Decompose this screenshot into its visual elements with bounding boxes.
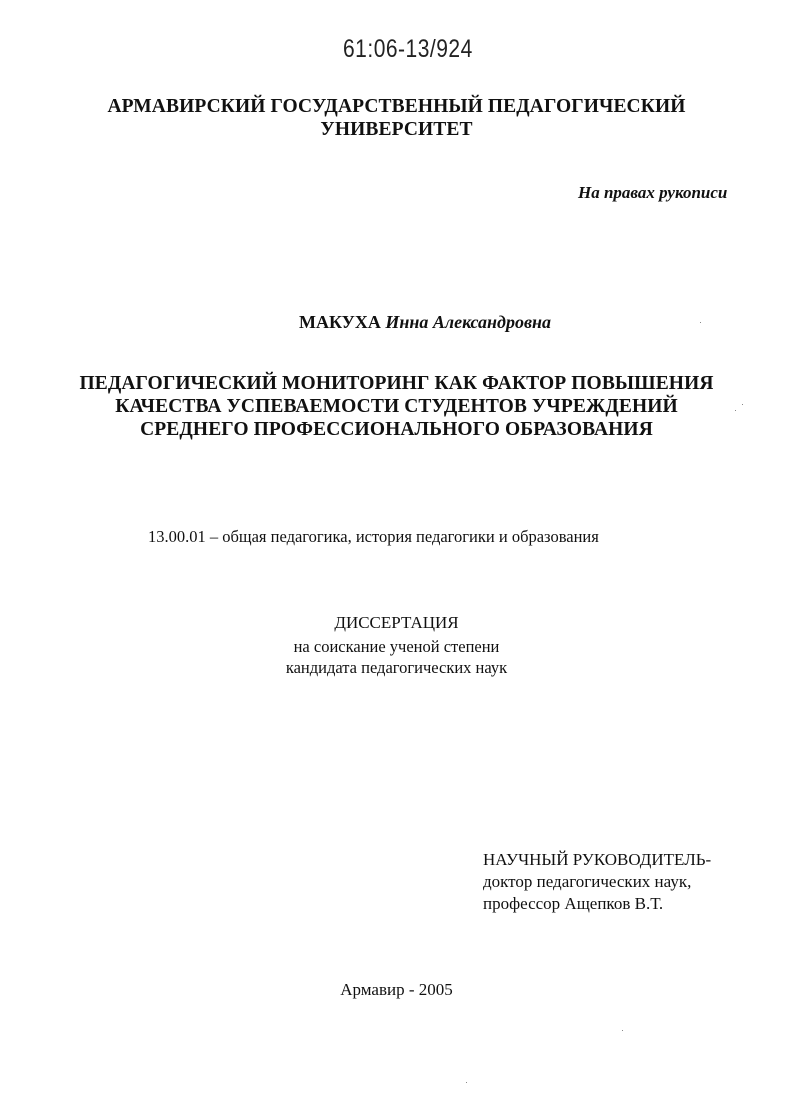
- university-name-line-1: АРМАВИРСКИЙ ГОСУДАРСТВЕННЫЙ ПЕДАГОГИЧЕСКИЙ: [107, 96, 686, 117]
- title-line-2: КАЧЕСТВА УСПЕВАЕМОСТИ СТУДЕНТОВ УЧРЕЖДЕНИЙ: [115, 396, 678, 417]
- city-and-year: Армавир - 2005: [340, 980, 453, 999]
- title-line-1: ПЕДАГОГИЧЕСКИЙ МОНИТОРИНГ КАК ФАКТОР ПОВЫШЕНИЯ: [79, 373, 714, 394]
- university-name-line-2: УНИВЕРСИТЕТ: [320, 119, 473, 140]
- scan-speck: [466, 1082, 467, 1083]
- university-name: [0, 95, 793, 141]
- specialty-code: 13.00.01 – общая педагогика, история педагогики и образования: [148, 527, 599, 546]
- author-name: [0, 312, 793, 333]
- scan-speck: [742, 404, 743, 405]
- scan-speck: [700, 322, 701, 323]
- supervisor-degree: доктор педагогических наук,: [483, 872, 692, 891]
- degree-line-2: кандидата педагогических наук: [285, 658, 508, 677]
- scan-speck: [735, 410, 736, 411]
- dissertation-title: [0, 372, 793, 441]
- degree-line-1: на соискание ученой степени: [293, 637, 500, 656]
- scientific-supervisor: [483, 849, 711, 915]
- author-surname: МАКУХА: [298, 312, 381, 332]
- author-given-names: Инна Александровна: [385, 312, 552, 332]
- manuscript-rights-note: На правах рукописи: [578, 183, 728, 202]
- degree-description: [0, 636, 793, 678]
- supervisor-heading: НАУЧНЫЙ РУКОВОДИТЕЛЬ-: [483, 850, 712, 869]
- scan-speck: [622, 1030, 623, 1031]
- library-stamp-code: 61:06-13/924: [343, 36, 473, 64]
- document-type: ДИССЕРТАЦИЯ: [334, 613, 459, 632]
- title-line-3: СРЕДНЕГО ПРОФЕССИОНАЛЬНОГО ОБРАЗОВАНИЯ: [140, 419, 653, 440]
- supervisor-name: профессор Ащепков В.Т.: [483, 894, 664, 913]
